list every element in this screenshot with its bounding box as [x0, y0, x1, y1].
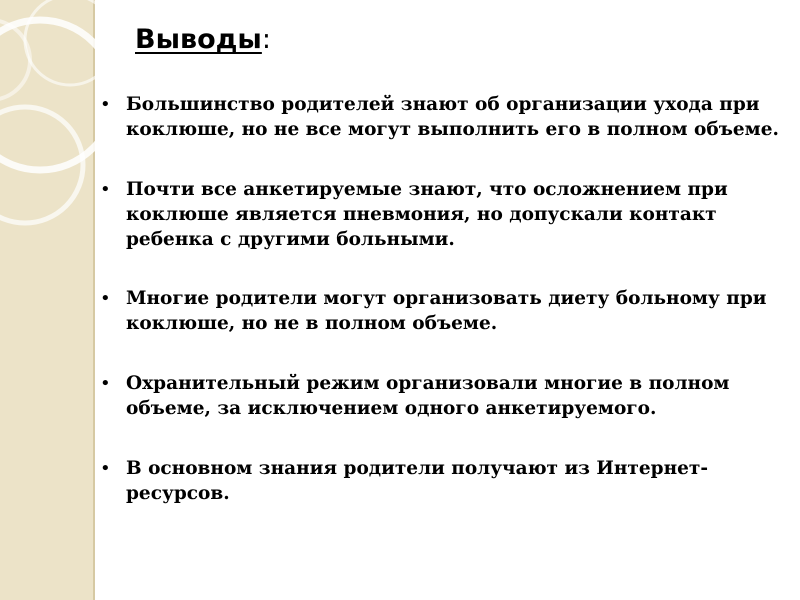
conclusion-item-2	[100, 177, 795, 252]
conclusion-text-4: Охранительный режим организовали многие в полном объеме, за исключением одного анкетируемого.	[126, 373, 730, 419]
bullet-marker: •	[100, 94, 111, 115]
bullet-marker: •	[100, 373, 111, 394]
conclusion-item-3	[100, 286, 795, 336]
slide-title-word: Выводы	[135, 24, 262, 55]
conclusion-text-5: В основном знания родители получают из Интернет-ресурсов.	[126, 458, 709, 504]
conclusion-item-5	[100, 456, 795, 506]
bullet-marker: •	[100, 288, 111, 309]
slide-title-colon: :	[261, 24, 271, 55]
bullet-marker: •	[100, 179, 111, 200]
conclusion-text-1: Большинство родителей знают об организации ухода при коклюше, но не все могут выполнить его в полном объеме.	[126, 94, 779, 140]
conclusion-item-1	[100, 92, 795, 142]
conclusion-item-4	[100, 371, 795, 421]
bullet-marker: •	[100, 458, 111, 479]
conclusion-text-2: Почти все анкетируемые знают, что осложнением при коклюше является пневмония, но допускали контакт ребенка с другими больными.	[126, 179, 728, 250]
decorative-rings-graphic	[0, 0, 95, 600]
decorative-side-band	[0, 0, 95, 600]
conclusions-list	[100, 92, 795, 539]
conclusion-text-3: Многие родители могут организовать диету больному при коклюше, но не в полном объеме.	[126, 288, 767, 334]
slide-title	[135, 24, 271, 55]
